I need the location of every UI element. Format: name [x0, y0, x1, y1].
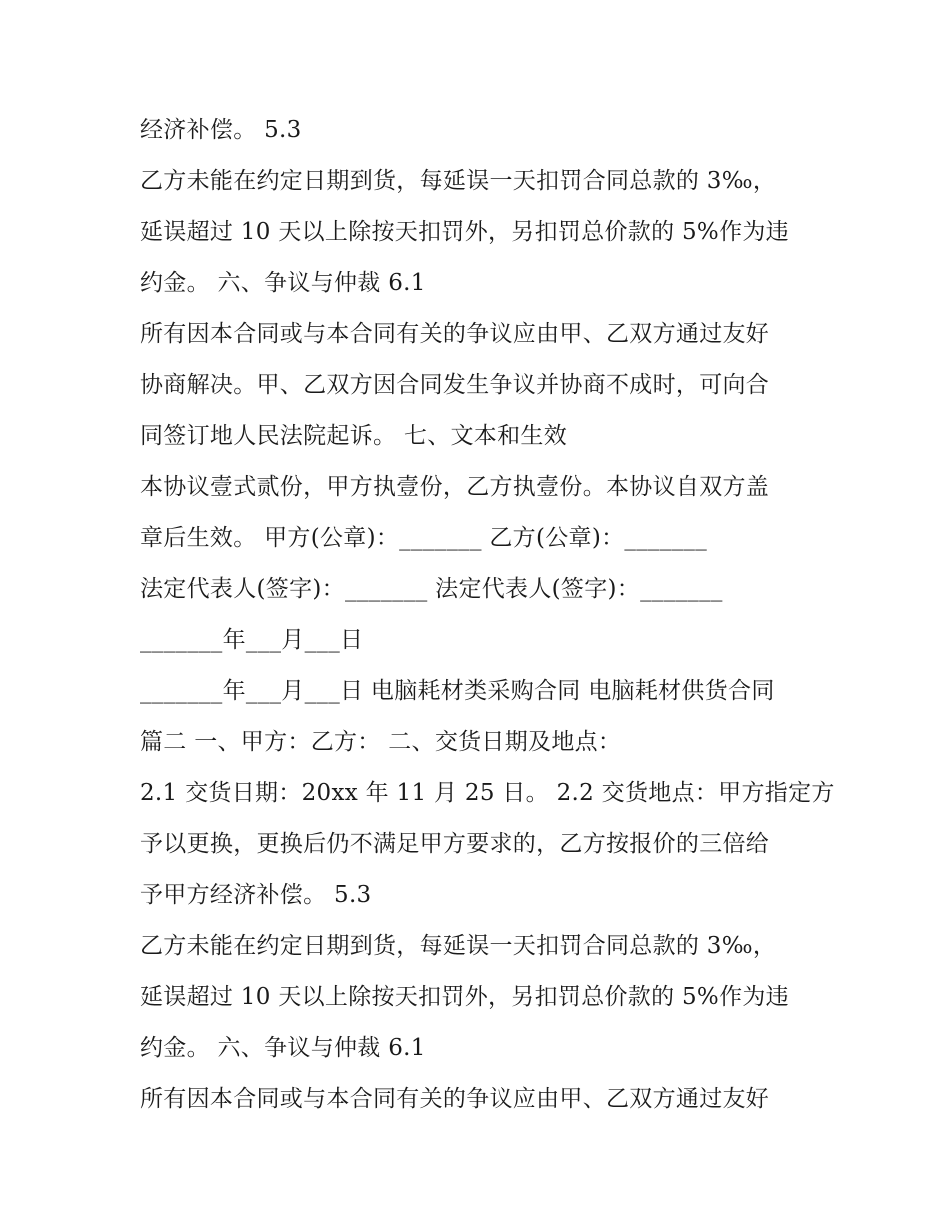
signature-line-seals: 章后生效。 甲方(公章)：_______ 乙方(公章)：_______: [140, 525, 708, 551]
text-line: 延误超过 10 天以上除按天扣罚外，另扣罚总价款的 5%作为违: [140, 984, 789, 1010]
text-line: 所有因本合同或与本合同有关的争议应由甲、乙双方通过友好: [140, 321, 770, 347]
text-line: 予以更换，更换后仍不满足甲方要求的，乙方按报价的三倍给: [140, 831, 770, 857]
date-line-with-title: _______年___月___日 电脑耗材类采购合同 电脑耗材供货合同: [140, 678, 775, 704]
text-line: 约金。 六、争议与仲裁 6.1: [140, 1035, 426, 1061]
text-line: 予甲方经济补偿。 5.3: [140, 882, 372, 908]
date-line: _______年___月___日: [140, 627, 364, 653]
text-line: 协商解决。甲、乙双方因合同发生争议并协商不成时，可向合: [140, 372, 770, 398]
text-line: 同签订地人民法院起诉。 七、文本和生效: [140, 423, 568, 449]
text-line: 延误超过 10 天以上除按天扣罚外，另扣罚总价款的 5%作为违: [140, 219, 789, 245]
text-line: 经济补偿。 5.3: [140, 117, 302, 143]
text-line: 本协议壹式贰份，甲方执壹份，乙方执壹份。本协议自双方盖: [140, 474, 770, 500]
text-line: 约金。 六、争议与仲裁 6.1: [140, 270, 426, 296]
text-line: 篇二 一、甲方：乙方： 二、交货日期及地点：: [140, 729, 622, 755]
contract-body-text: [140, 107, 835, 1127]
text-line: 乙方未能在约定日期到货，每延误一天扣罚合同总款的 3‰，: [140, 168, 777, 194]
text-line: 2.1 交货日期：20xx 年 11 月 25 日。 2.2 交货地点：甲方指定方: [140, 780, 835, 806]
text-line: 乙方未能在约定日期到货，每延误一天扣罚合同总款的 3‰，: [140, 933, 777, 959]
text-line: 所有因本合同或与本合同有关的争议应由甲、乙双方通过友好: [140, 1086, 770, 1112]
signature-line-representatives: 法定代表人(签字)：_______ 法定代表人(签字)：_______: [140, 576, 723, 602]
